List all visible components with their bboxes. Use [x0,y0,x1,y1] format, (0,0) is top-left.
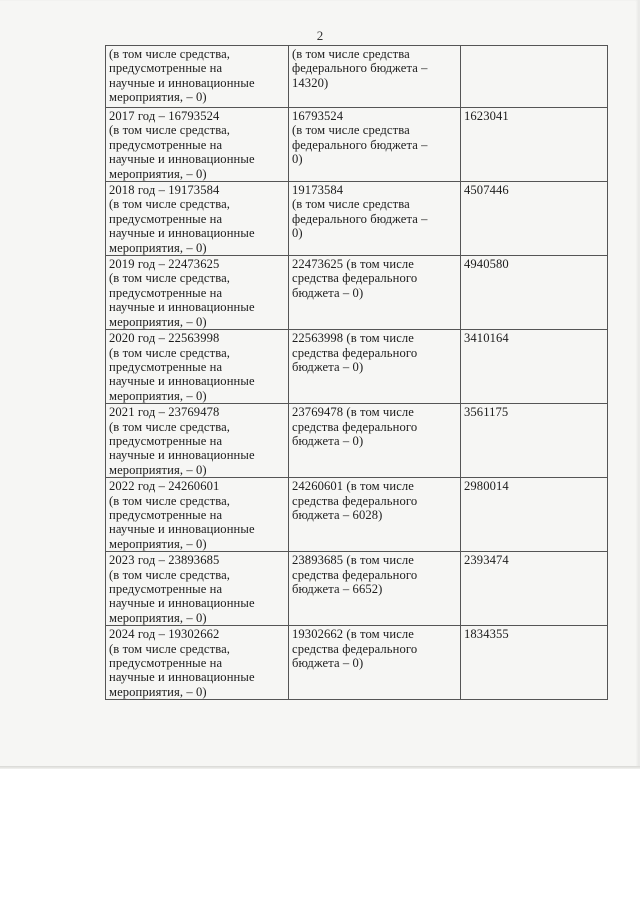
table-row [106,182,608,256]
cell-other: 1623041 [461,108,608,182]
cell-regional: 23893685 (в том числе средства федерального бюджета – 6652) [289,552,461,626]
page-number: 2 [316,28,324,43]
cell-other: 3561175 [461,404,608,478]
cell-regional: 22563998 (в том числе средства федерального бюджета – 0) [289,330,461,404]
funding-table [105,45,608,700]
cell-other: 3410164 [461,330,608,404]
cell-total: 2021 год – 23769478 (в том числе средства, предусмотренные на научные и инновационные мероприятия, – 0) [106,404,289,478]
cell-total: 2022 год – 24260601 (в том числе средства, предусмотренные на научные и инновационные мероприятия, – 0) [106,478,289,552]
scan-bottom-edge [0,766,640,769]
cell-regional: (в том числе средства федерального бюджета – 14320) [289,46,461,108]
table-row [106,256,608,330]
cell-total: 2024 год – 19302662 (в том числе средства, предусмотренные на научные и инновационные мероприятия, – 0) [106,626,289,700]
cell-regional: 16793524 (в том числе средства федерального бюджета – 0) [289,108,461,182]
table-row [106,552,608,626]
cell-other: 4940580 [461,256,608,330]
cell-other: 2980014 [461,478,608,552]
table-row [106,46,608,108]
table-row [106,478,608,552]
cell-total: 2019 год – 22473625 (в том числе средства, предусмотренные на научные и инновационные мероприятия, – 0) [106,256,289,330]
cell-other [461,46,608,108]
cell-regional: 22473625 (в том числе средства федерального бюджета – 0) [289,256,461,330]
cell-total: 2020 год – 22563998 (в том числе средства, предусмотренные на научные и инновационные мероприятия, – 0) [106,330,289,404]
cell-total: 2017 год – 16793524 (в том числе средства, предусмотренные на научные и инновационные мероприятия, – 0) [106,108,289,182]
table-row [106,626,608,700]
cell-other: 1834355 [461,626,608,700]
cell-regional: 19173584 (в том числе средства федерального бюджета – 0) [289,182,461,256]
table-row [106,108,608,182]
cell-total: 2023 год – 23893685 (в том числе средства, предусмотренные на научные и инновационные мероприятия, – 0) [106,552,289,626]
cell-total: 2018 год – 19173584 (в том числе средства, предусмотренные на научные и инновационные мероприятия, – 0) [106,182,289,256]
cell-other: 4507446 [461,182,608,256]
cell-other: 2393474 [461,552,608,626]
cell-total: (в том числе средства, предусмотренные на научные и инновационные мероприятия, – 0) [106,46,289,108]
cell-regional: 24260601 (в том числе средства федерального бюджета – 6028) [289,478,461,552]
table-row [106,330,608,404]
cell-regional: 19302662 (в том числе средства федерального бюджета – 0) [289,626,461,700]
table-row [106,404,608,478]
cell-regional: 23769478 (в том числе средства федерального бюджета – 0) [289,404,461,478]
